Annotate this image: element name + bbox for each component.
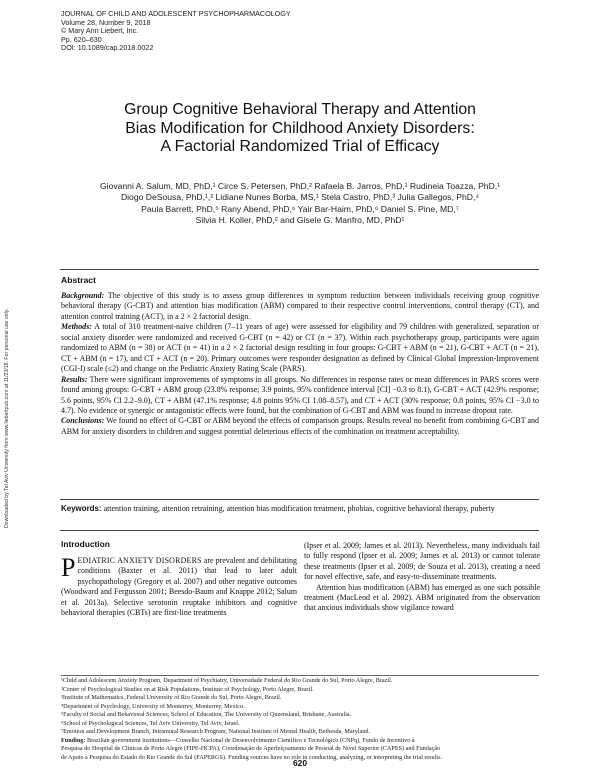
funding-line-3: de Apoio à Pesquisa do Estado do Rio Grande do Sul (FAPERGS). Funding sources have no role in conducting, analyzing, or interpreting the trial results. [61,753,443,761]
body-column-right [304,541,540,614]
methods-text: A total of 310 treatment-naive children (7–11 years of age) were assessed for eligibility and 79 children with generalized, separation or social anxiety disorder were randomized and received G-CBT (n = 42) or CT (n = 37). Within each psychotherapy group, participants were again randomized to ABM (n = 38) or ACT (n = 41) in a 2 × 2 factorial design resulting in four groups: G-CBT + ABM (n = 21), G-CBT + ACT (n = 21), CT + ABM (n = 17), and CT + ACT (n = 20). Primary outcomes were responder designation as defined by Clinical Global Impression-Improvement (CGI-I) scale (≤2) and change on the Pediatric Anxiety Rating Scale (PARS). [61,322,539,374]
abstract-body [61,291,539,437]
intro-text-right-1: (Ipser et al. 2009; James et al. 2013). Nevertheless, many individuals fail to fully respond (Ipser et al. 2009; James et al. 2013) or cannot tolerate these treatments (Ipser et al. 2009; de Souza et al. 2013), creating a need for novel effective, safe, and easy-to-disseminate treatments. [304,541,540,582]
funding-label: Funding: [61,736,86,744]
abstract-top-rule [60,269,539,270]
abstract-bottom-rule [60,499,539,500]
title-line-2: Bias Modification for Childhood Anxiety Disorders: [125,119,475,137]
intro-text-left: are prevalent and debilitating conditions (Baxter et al. 2011) that lead to later adult psychopathology (Gregory et al. 2007) and other negative outcomes (Woodward and Fergusson 2001; Beesdo-Baum and Knappe 2012; Salum et al. 2013a). Selective serotonin reuptake inhibitors and cognitive behavioral therapies (CBTs) are first-line treatments [61,556,297,618]
results-text: There were significant improvements of symptoms in all groups. No differences in response rates or mean differences in PARS scores were found among groups: G-CBT + ABM group (23.8% response; 3.9 points, 95% confidence interval [CI] −0.3 to 8.1), G-CBT + ACT (42.9% response; 5.6 points, 95% CI 2.2–9.0), CT + ABM (47.1% response; 4.8 points 95% CI 1.08–8.57), and CT + ACT (30% response; 0.8 points, 95% CI −3.0 to 4.7). No evidence or synergic or antagonistic effects were found, but the combination of G-CBT and ABM was found to increase dropout rate. [61,374,539,415]
journal-volume: Volume 28, Number 9, 2018 [61,17,151,27]
journal-doi[interactable]: DOI: 10.1089/cap.2018.0022 [61,43,154,53]
title-line-3: A Factorial Randomized Trial of Efficacy [160,138,440,155]
footnote-rule [61,675,539,676]
affiliation-3: ³Institute of Mathematics, Federal University of Rio Grande do Sul, Porto Alegre, Brazil. [61,694,282,701]
affiliation-4: ⁴Department of Psychology, University of Monterrey, Monterrey, Mexico. [61,702,245,710]
affiliation-7: ⁷Emotion and Development Branch, Intramural Research Program, National Institute of Mental Health, Bethesda, Maryland. [61,728,371,735]
authors-line-2: Diogo DeSousa, PhD,¹,² Lidiane Nunes Borba, MS,¹ Stela Castro, PhD,³ Julia Gallegos, PhD,⁴ [120,192,480,203]
author-list [88,181,512,227]
affiliation-6: ⁶School of Psychological Sciences, Tel Aviv University, Tel Aviv, Israel. [61,719,240,727]
authors-line-4: Silvia H. Koller, PhD,² and Gisele G. Manfro, MD, PhD¹ [195,215,405,226]
affiliations [61,677,539,762]
journal-name: JOURNAL OF CHILD AND ADOLESCENT PSYCHOPHARMACOLOGY [61,9,291,18]
intro-text-right-2: Attention bias modification (ABM) has emerged as one such possible treatment (MacLeod et al. 2002). ABM originated from the observation that anxious individuals show vigilance toward [304,582,540,613]
affiliation-2: ²Center of Psychological Studies on at Risk Populations, Institute of Psychology, Porto Alegre, Brazil. [61,685,314,693]
journal-header [61,10,291,53]
intro-smallcaps: EDIATRIC ANXIETY DISORDERS [77,556,202,565]
keywords-text: attention training, attention retraining, attention bias modification treatment, phobias, cognitive behavioral therapy, puberty [101,504,495,513]
abstract-heading: Abstract [61,275,96,285]
background-text: The objective of this study is to assess group differences in symptom reduction between individuals receiving group cognitive behavioral therapy (G-CBT) and attention bias modification (ABM) compared to their respective control interventions, control therapy (CT), and attention control training (ACT), in a 2 × 2 factorial design. [61,291,539,321]
page-number: 620 [293,758,307,768]
intro-paragraph-1 [61,553,297,618]
journal-pages: Pp. 620–630 [61,34,102,44]
drop-cap: P [61,553,76,582]
authors-line-1: Giovanni A. Salum, MD, PhD,¹ Circe S. Petersen, PhD,² Rafaela B. Jarros, PhD,¹ Rudineia Toazza, PhD,¹ [99,181,501,191]
abstract-background [61,291,539,322]
funding-line-2: Pesquisa do Hospital de Clínicas de Porto Alegre (FIPE-HCPA), Coordenação de Aperfeiçoamento de Pessoal de Nível Superior (CAPES) and Fundação [61,745,441,752]
affiliation-1: ¹Child and Adolescent Anxiety Program, Department of Psychiatry, Universidade Federal do Rio Grande do Sul, Porto Alegre, Brazil. [61,677,393,684]
background-label: Background: [61,291,105,300]
keywords-label: Keywords: [61,504,102,513]
conclusions-text: We found no effect of G-CBT or ABM beyond the effects of comparison groups. Results reveal no benefit from combining G-CBT and ABM for anxiety disorders in children and suggest potential deleterious effects of the combination on treatment acceptability. [61,416,539,436]
abstract-methods [61,322,539,374]
affiliation-5: ⁵Faculty of Social and Behavioral Sciences, School of Education, The University of Queensland, Brisbane, Australia. [61,711,352,718]
funding-line-1 [61,737,539,746]
article-title [60,101,540,157]
authors-line-3: Paula Barrett, PhD,⁵ Rany Abend, PhD,⁶ Yair Bar-Haim, PhD,⁶ Daniel S. Pine, MD,⁷ [141,203,459,214]
download-watermark [4,258,14,528]
results-label: Results: [61,374,88,384]
funding-text-1: Brazilian government institutions—Conselho Nacional de Desenvolvimento Científico e Tecnológico (CNPq), Fundo de Incentivo à [85,736,415,744]
conclusions-label: Conclusions: [61,416,105,426]
body-column-left [61,553,297,618]
keywords-bottom-rule [60,530,539,531]
introduction-heading: Introduction [61,539,110,549]
methods-label: Methods: [61,322,92,332]
keywords [61,504,539,514]
journal-copyright: © Mary Ann Liebert, Inc. [61,26,139,36]
title-line-1: Group Cognitive Behavioral Therapy and Attention [124,101,476,118]
abstract-results [61,375,539,417]
abstract-conclusions [61,416,539,437]
download-note: Downloaded by Tel Aviv University from www.liebertpub.com at 11/23/18. For personal use only. [4,308,10,528]
